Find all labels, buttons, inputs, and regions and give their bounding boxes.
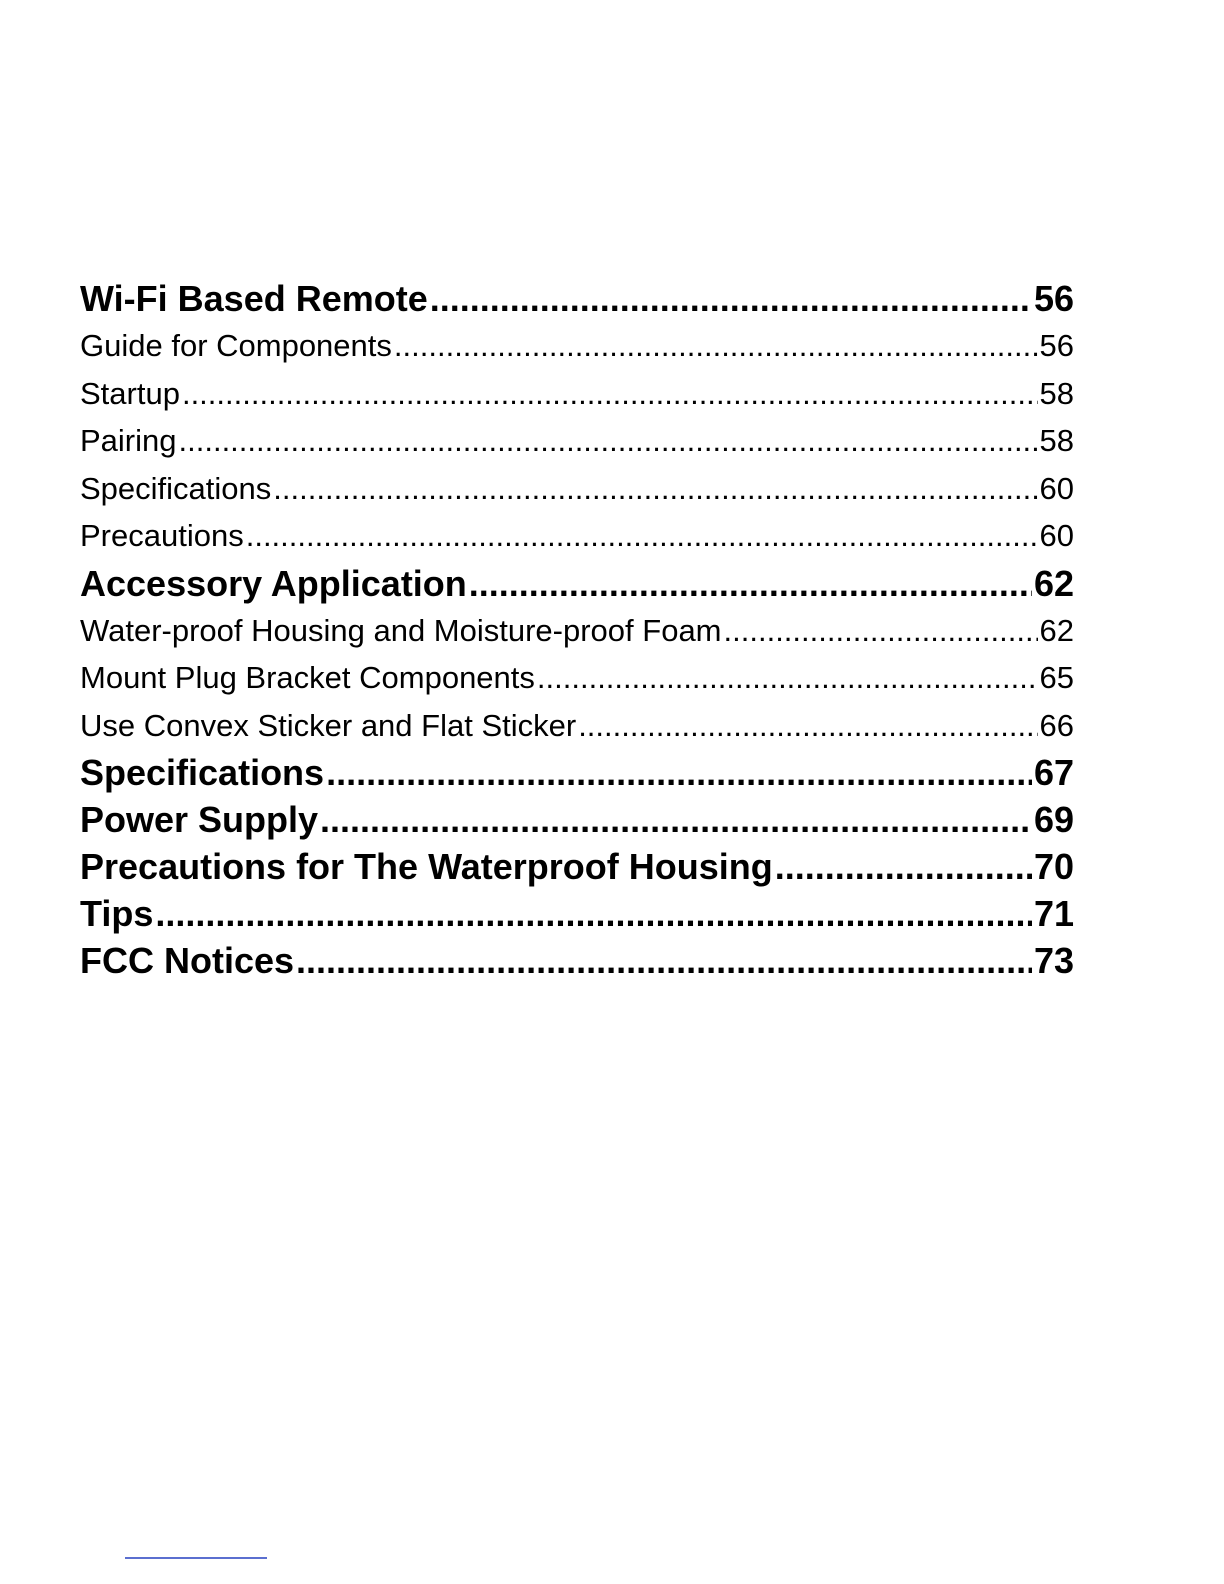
toc-entry-page: 66: [1039, 707, 1074, 743]
toc-entry-title: Precautions for The Waterproof Housing: [80, 846, 773, 887]
toc-entry-startup[interactable]: [80, 370, 1074, 418]
toc-entry-page: 69: [1033, 799, 1074, 840]
toc-entry-title: Specifications: [80, 752, 325, 793]
dot-leader: [430, 275, 1032, 322]
toc-entry-page: 65: [1039, 660, 1074, 695]
toc-entry-title: Use Convex Sticker and Flat Sticker: [80, 707, 577, 743]
dot-leader: [537, 654, 1038, 702]
toc-entry-title: Pairing: [80, 423, 177, 458]
toc-entry-remote-precautions[interactable]: [80, 512, 1074, 560]
dot-leader: [273, 465, 1037, 513]
dot-leader: [394, 322, 1038, 370]
toc-entry-page: 73: [1033, 940, 1074, 981]
dot-leader: [724, 607, 1038, 655]
toc-entry-title: Specifications: [80, 470, 272, 506]
toc-entry-page: 67: [1033, 752, 1074, 793]
footer-rule: [125, 1557, 267, 1559]
toc-entry-guide-for-components[interactable]: [80, 322, 1074, 370]
toc-entry-title: Accessory Application: [80, 562, 467, 604]
toc-entry-remote-specifications[interactable]: [80, 465, 1074, 513]
toc-entry-title: Wi-Fi Based Remote: [80, 278, 428, 319]
toc-entry-title: Precautions: [80, 518, 244, 553]
toc-entry-page: 56: [1033, 278, 1074, 319]
toc-entry-tips[interactable]: [80, 890, 1074, 937]
toc-entry-page: 62: [1039, 612, 1074, 648]
toc-entry-page: 70: [1033, 846, 1074, 887]
toc-entry-mount-plug-bracket[interactable]: [80, 654, 1074, 702]
toc-entry-specifications[interactable]: [80, 749, 1074, 796]
toc-entry-title: FCC Notices: [80, 940, 295, 981]
toc-entry-page: 58: [1039, 423, 1074, 458]
dot-leader: [155, 890, 1032, 937]
toc-entry-title: Water-proof Housing and Moisture-proof Foam: [80, 612, 722, 648]
dot-leader: [469, 560, 1032, 607]
toc-entry-waterproof-housing-precautions[interactable]: [80, 843, 1074, 890]
toc-entry-title: Startup: [80, 375, 180, 411]
toc-entry-water-proof-housing[interactable]: [80, 607, 1074, 655]
toc-entry-wifi-based-remote[interactable]: [80, 275, 1074, 322]
toc-entry-page: 71: [1033, 893, 1074, 934]
dot-leader: [578, 702, 1037, 750]
dot-leader: [775, 843, 1032, 890]
table-of-contents: [80, 275, 1074, 984]
toc-entry-page: 58: [1039, 375, 1074, 411]
toc-entry-title: Guide for Components: [80, 328, 392, 363]
toc-entry-title: Tips: [80, 893, 154, 934]
toc-entry-title: Power Supply: [80, 799, 319, 840]
toc-entry-page: 60: [1039, 518, 1074, 553]
dot-leader: [179, 417, 1038, 465]
toc-entry-power-supply[interactable]: [80, 796, 1074, 843]
toc-entry-title: Mount Plug Bracket Components: [80, 660, 535, 695]
dot-leader: [296, 937, 1032, 984]
toc-entry-convex-flat-sticker[interactable]: [80, 702, 1074, 750]
toc-entry-page: 60: [1039, 470, 1074, 506]
toc-entry-page: 62: [1033, 562, 1074, 604]
dot-leader: [182, 370, 1038, 418]
dot-leader: [246, 512, 1038, 560]
dot-leader: [320, 796, 1032, 843]
dot-leader: [326, 749, 1032, 796]
toc-entry-fcc-notices[interactable]: [80, 937, 1074, 984]
toc-entry-page: 56: [1039, 328, 1074, 363]
toc-entry-accessory-application[interactable]: [80, 560, 1074, 607]
toc-entry-pairing[interactable]: [80, 417, 1074, 465]
